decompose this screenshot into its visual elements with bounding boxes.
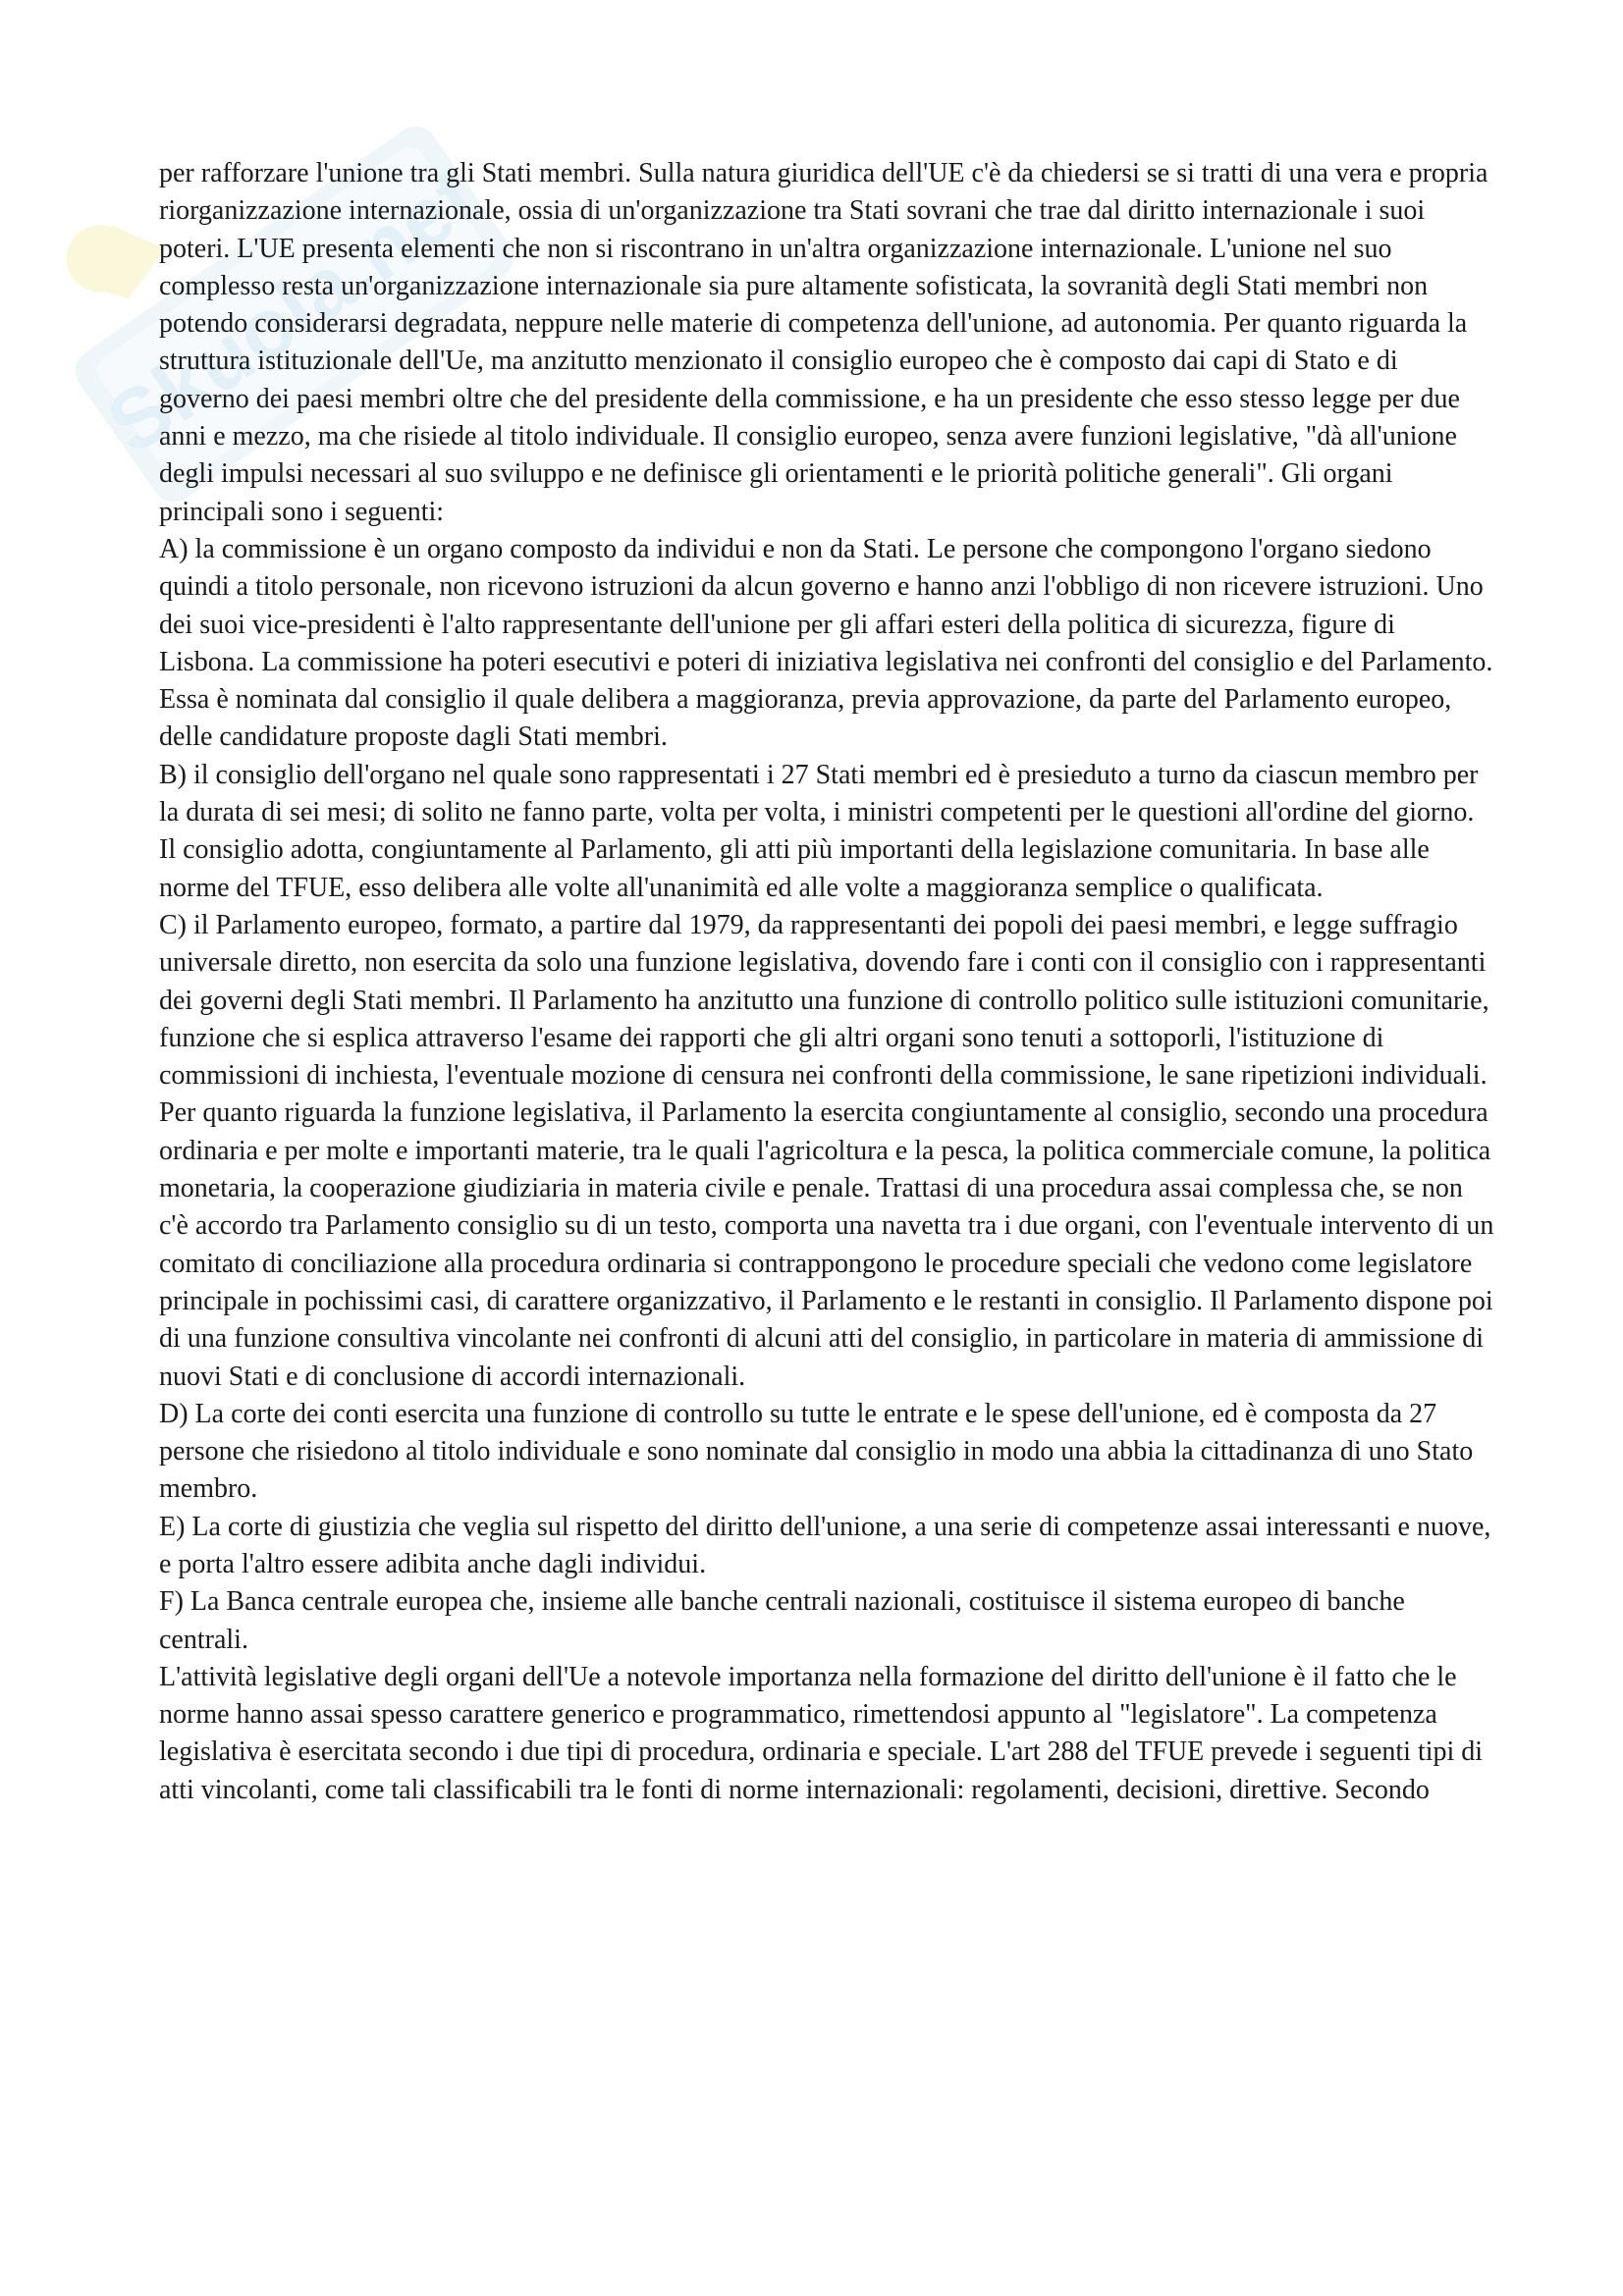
- paragraph-corte-dei-conti: D) La corte dei conti esercita una funzione di controllo su tutte le entrate e le spese dell'unione, ed è composta da 27 persone che risiedono al titolo individuale e sono nominate dal consiglio in modo una abbia la cittadinanza di uno Stato membro.: [159, 1398, 1474, 1505]
- paragraph-attivita-legislative: L'attività legislative degli organi dell'Ue a notevole importanza nella formazione del diritto dell'unione è il fatto che le norme hanno assai spesso carattere generico e programmatico, rimettendosi appunto al "legislatore". La competenza legislativa è esercitata secondo i due tipi di procedura, ordinaria e speciale. L'art 288 del TFUE prevede i seguenti tipi di atti vincolanti, come tali classificabili tra le fonti di norme internazionali: regolamenti, decisioni, direttive. Secondo: [159, 1661, 1484, 1805]
- paragraph-commissione: A) la commissione è un organo composto da individui e non da Stati. Le persone che compongono l'organo siedono quindi a titolo personale, non ricevono istruzioni da alcun governo e hanno anzi l'obbligo di non ricevere istruzioni. Uno dei suoi vice-presidenti è l'alto rappresentante dell'unione per gli affari esteri della politica di sicurezza, figure di Lisbona. La commissione ha poteri esecutivi e poteri di iniziativa legislativa nei confronti del consiglio e del Parlamento. Essa è nominata dal consiglio il quale delibera a maggioranza, previa approvazione, da parte del Parlamento europeo, delle candidature proposte dagli Stati membri.: [159, 533, 1493, 753]
- watermark-text: Skuola.net: [90, 149, 495, 472]
- paragraph-consiglio: B) il consiglio dell'organo nel quale sono rappresentati i 27 Stati membri ed è presieduto a turno da ciascun membro per la durata di sei mesi; di solito ne fanno parte, volta per volta, i ministri competenti per le questioni all'ordine del giorno. Il consiglio adotta, congiuntamente al Parlamento, gli atti più importanti della legislazione comunitaria. In base alle norme del TFUE, esso delibera alle volte all'unanimità ed alle volte a maggioranza semplice o qualificata.: [159, 759, 1479, 903]
- paragraph-parlamento: C) il Parlamento europeo, formato, a partire dal 1979, da rappresentanti dei popoli dei paesi membri, e legge suffragio universale diretto, non esercita da solo una funzione legislativa, dovendo fare i conti con il consiglio con i rappresentanti dei governi degli Stati membri. Il Parlamento ha anzitutto una funzione di controllo politico sulle istituzioni comunitarie, funzione che si esplica attraverso l'esame dei rapporti che gli altri organi sono tenuti a sottoporli, l'istituzione di commissioni di inchiesta, l'eventuale mozione di censura nei confronti della commissione, le sane ripetizioni individuali. Per quanto riguarda la funzione legislativa, il Parlamento la esercita congiuntamente al consiglio, secondo una procedura ordinaria e per molte e importanti materie, tra le quali l'agricoltura e la pesca, la politica commerciale comune, la politica monetaria, la cooperazione giudiziaria in materia civile e penale. Trattasi di una procedura assai complessa che, se non c'è accordo tra Parlamento consiglio su di un testo, comporta una navetta tra i due organi, con l'eventuale intervento di un comitato di conciliazione alla procedura ordinaria si contrappongono le procedure speciali che vedono come legislatore principale in pochissimi casi, di carattere organizzativo, il Parlamento e le restanti in consiglio. Il Parlamento dispone poi di una funzione consultiva vincolante nei confronti di alcuni atti del consiglio, in particolare in materia di ammissione di nuovi Stati e di conclusione di accordi internazionali.: [159, 909, 1494, 1392]
- paragraph-corte-di-giustizia: E) La corte di giustizia che veglia sul rispetto del diritto dell'unione, a una serie di competenze assai interessanti e nuove, e porta l'altro essere adibita anche dagli individui.: [159, 1511, 1491, 1579]
- paragraph-banca-centrale: F) La Banca centrale europea che, insieme alle banche centrali nazionali, costituisce il sistema europeo di banche centrali.: [159, 1586, 1405, 1655]
- document-text-body: [159, 155, 1494, 1809]
- paragraph-intro: per rafforzare l'unione tra gli Stati membri. Sulla natura giuridica dell'UE c'è da chiedersi se si tratti di una vera e propria riorganizzazione internazionale, ossia di un'organizzazione tra Stati sovrani che trae dal diritto internazionale i suoi poteri. L'UE presenta elementi che non si riscontrano in un'altra organizzazione internazionale. L'unione nel suo complesso resta un'organizzazione internazionale sia pure altamente sofisticata, la sovranità degli Stati membri non potendo considerarsi degradata, neppure nelle materie di competenza dell'unione, ad autonomia. Per quanto riguarda la struttura istituzionale dell'Ue, ma anzitutto menzionato il consiglio europeo che è composto dai capi di Stato e di governo dei paesi membri oltre che del presidente della commissione, e ha un presidente che esso stesso legge per due anni e mezzo, ma che risiede al titolo individuale. Il consiglio europeo, senza avere funzioni legislative, "dà all'unione degli impulsi necessari al suo sviluppo e ne definisce gli orientamenti e le priorità politiche generali". Gli organi principali sono i seguenti:: [159, 158, 1488, 527]
